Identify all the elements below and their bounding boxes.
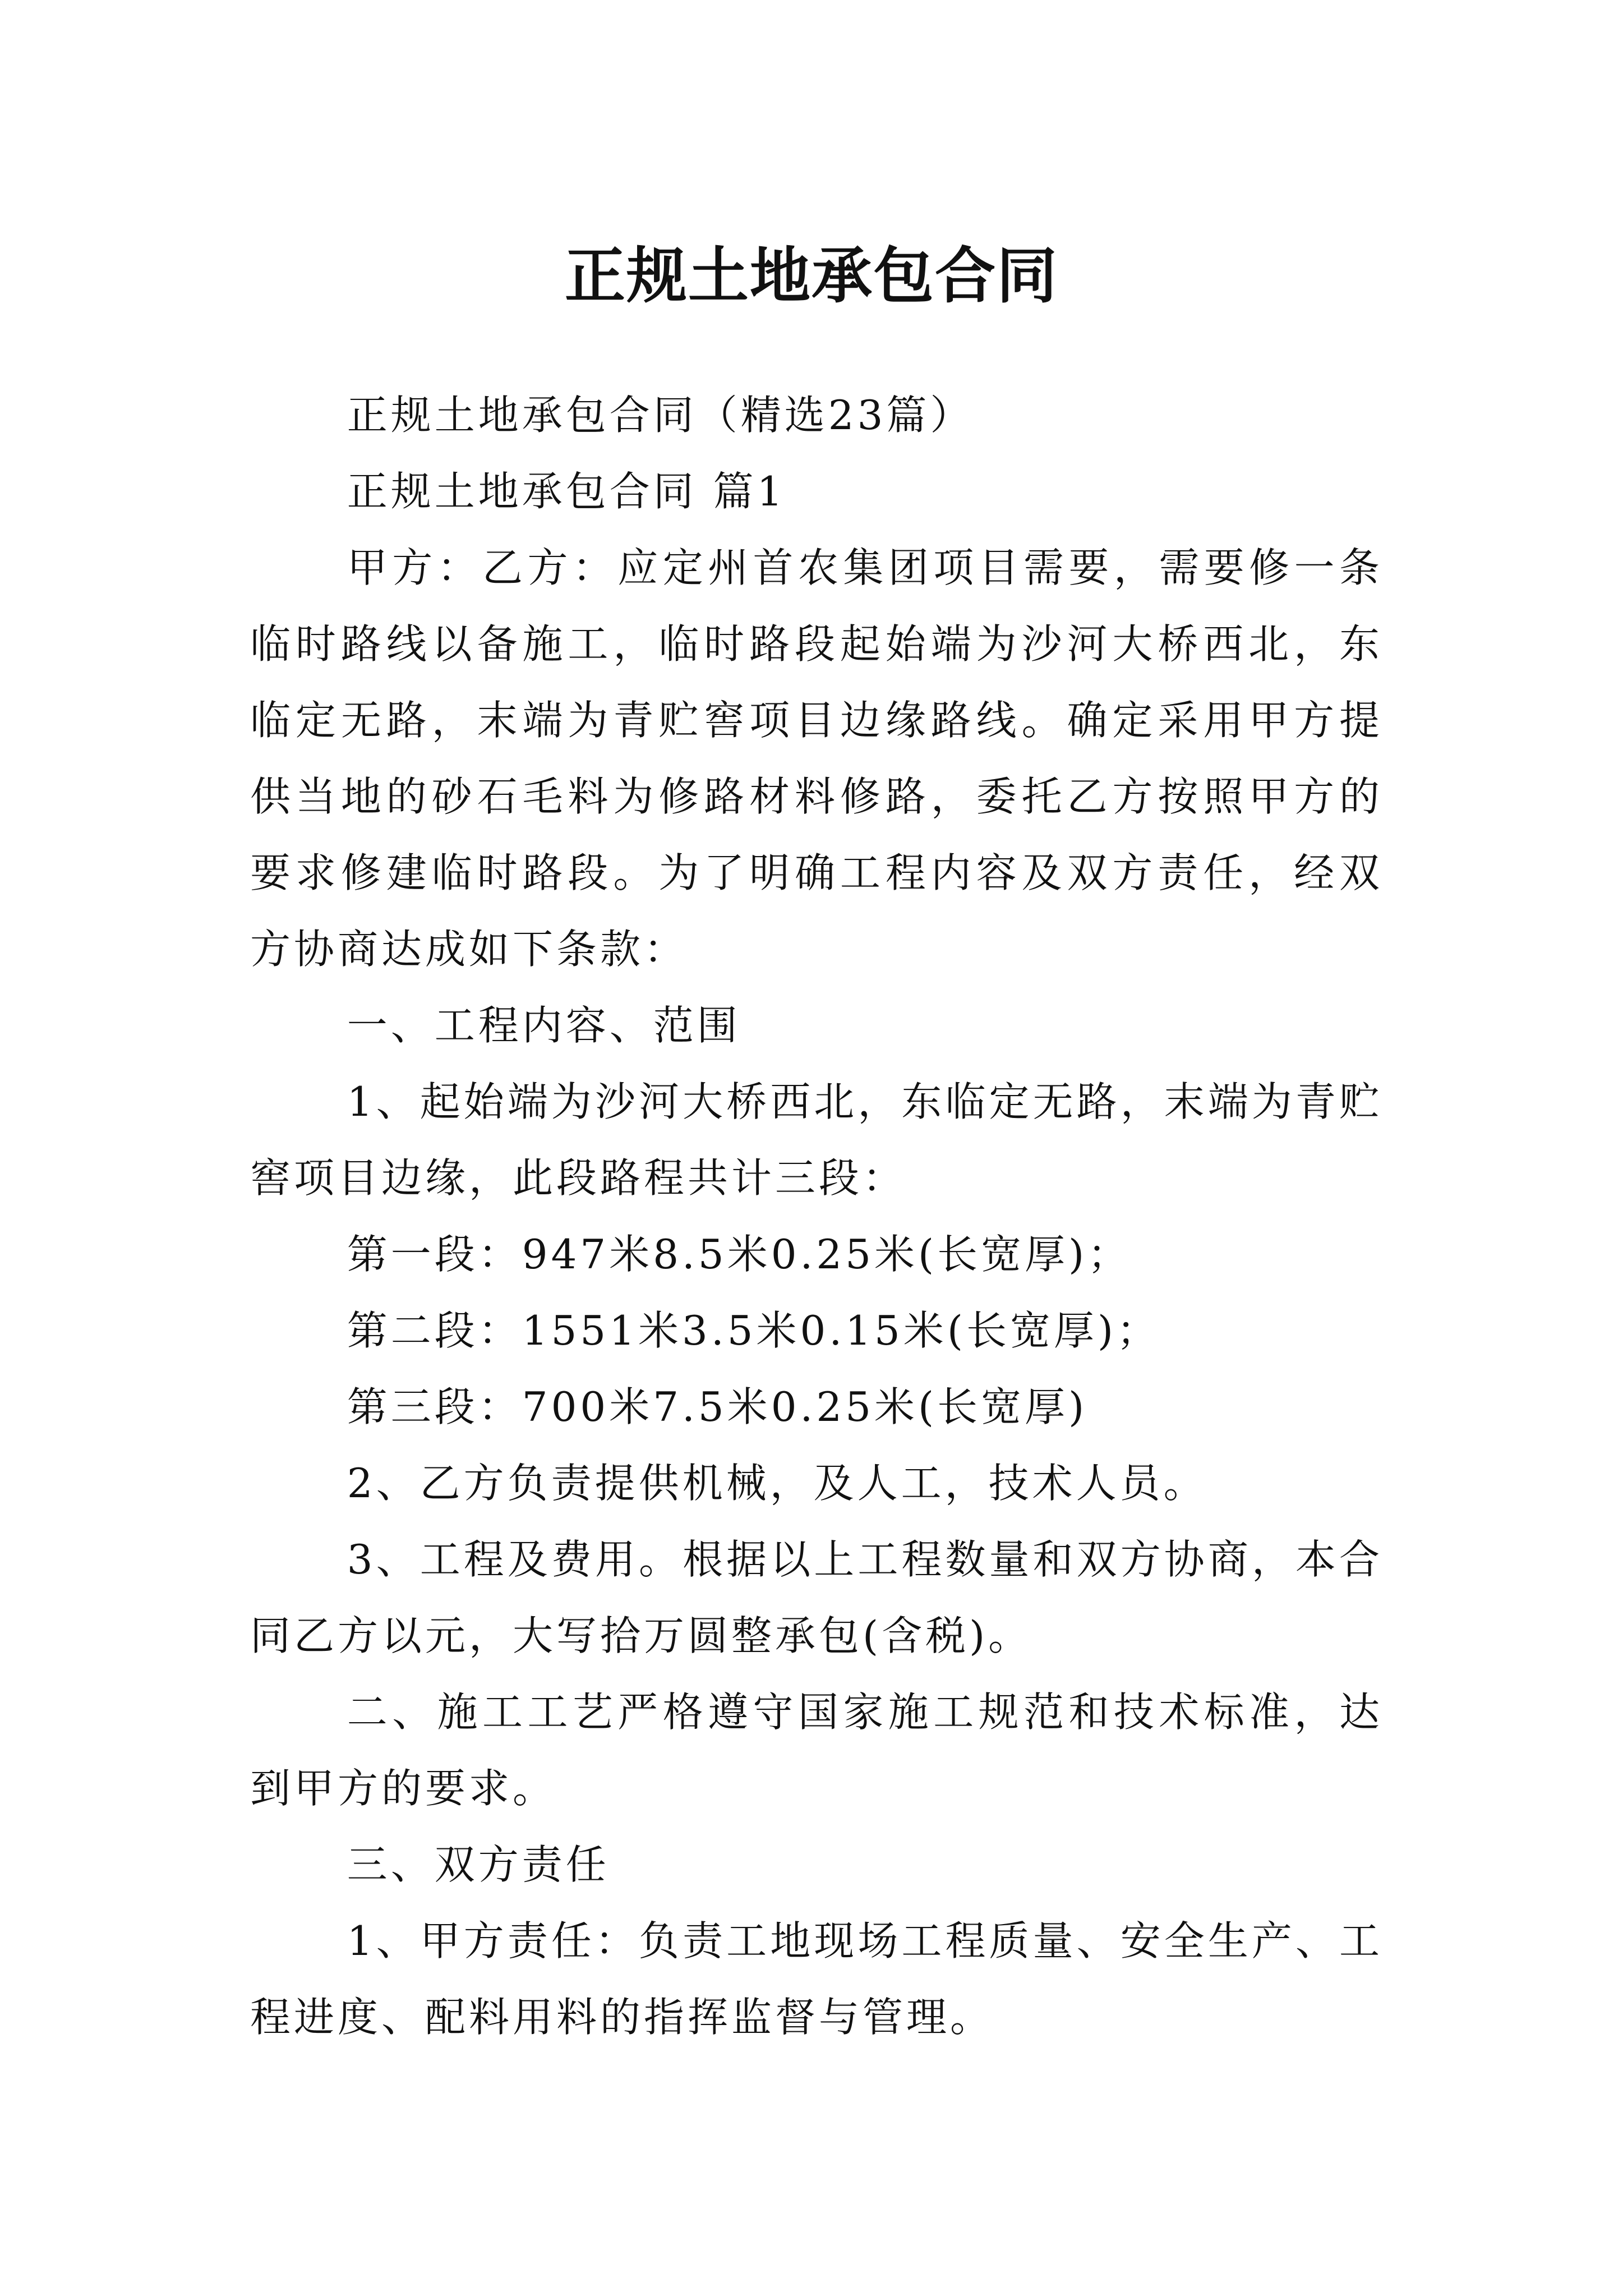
paragraph-clause-heading-3: 三、双方责任 (347, 1841, 610, 1888)
paragraph-clause-heading-1: 一、工程内容、范围 (347, 1002, 741, 1049)
paragraph-clause-1-1: 1、起始端为沙河大桥西北，东临定无路，末端为青贮窖项目边缘，此段路程共计三段： (250, 1078, 1383, 1202)
paragraph-segment-1: 第一段：947米8.5米0.25米(长宽厚)； (347, 1231, 1132, 1278)
paragraph-clause-3-1: 1、甲方责任：负责工地现场工程质量、安全生产、工程进度、配料用料的指挥监督与管理。 (250, 1917, 1383, 2041)
document-title: 正规土地承包合同 (564, 241, 1058, 312)
paragraph-clause-heading-2: 二、施工工艺严格遵守国家施工规范和技术标准，达到甲方的要求。 (250, 1688, 1383, 1812)
paragraph-intro: 甲方：乙方：应定州首农集团项目需要，需要修一条临时路线以备施工，临时路段起始端为沙河大桥西北，东临定无路，末端为青贮窖项目边缘路线。确定采用甲方提供当地的砂石毛料为修路材料修路，委托乙方按照甲方的要求修建临时路段。为了明确工程内容及双方责任，经双方协商达成如下条款： (250, 544, 1383, 973)
document-body (250, 377, 1383, 2055)
paragraph-segment-3: 第三段：700米7.5米0.25米(长宽厚) (347, 1383, 1088, 1430)
paragraph-section-heading: 正规土地承包合同 篇1 (347, 468, 786, 515)
paragraph-subtitle: 正规土地承包合同（精选23篇） (347, 392, 974, 439)
paragraph-segment-2: 第二段：1551米3.5米0.15米(长宽厚)； (347, 1307, 1161, 1354)
paragraph-clause-1-2: 2、乙方负责提供机械，及人工，技术人员。 (347, 1460, 1207, 1507)
paragraph-clause-1-3: 3、工程及费用。根据以上工程数量和双方协商，本合同乙方以元，大写拾万圆整承包(含税)。 (250, 1536, 1383, 1659)
